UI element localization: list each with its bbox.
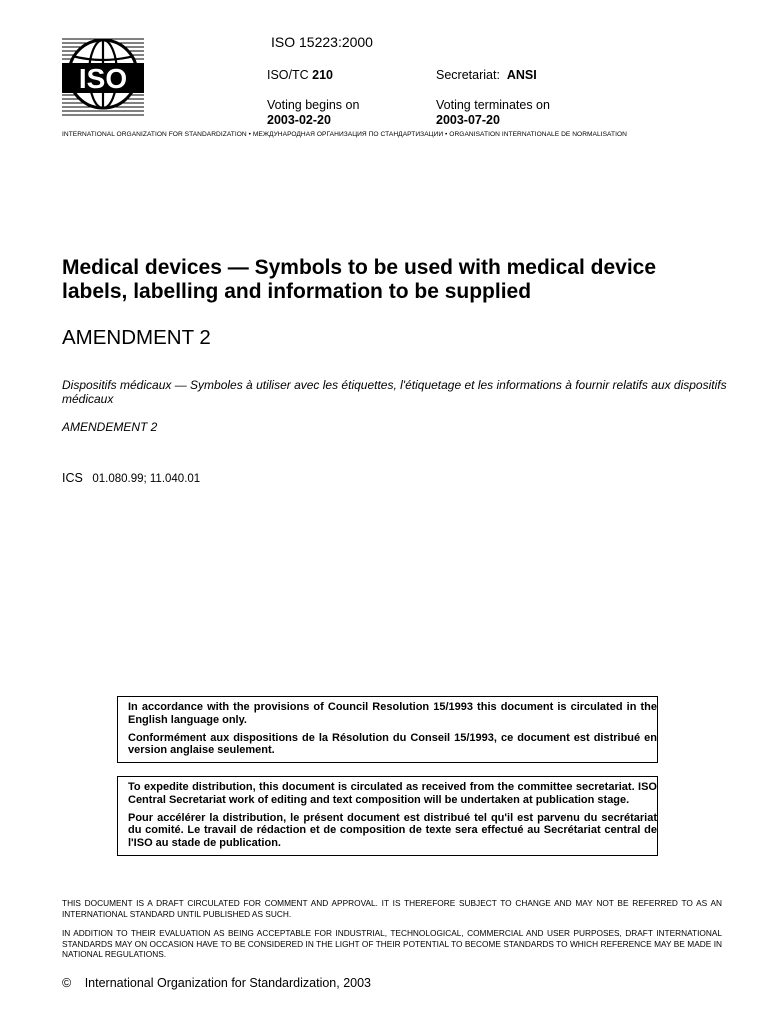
voting-begins-date: 2003-02-20: [267, 113, 331, 127]
distribution-notice-fr: Pour accélérer la distribution, le présent document est distribué tel qu'il est parvenu du secrétariat du comité. Le travail de rédaction et de composition de texte sera effectué au Secrétariat central de l'ISO au stade de publication.: [128, 811, 657, 850]
document-number: ISO 15223:2000: [271, 34, 373, 50]
technical-committee: [267, 68, 333, 82]
iso-globe-logo-icon: [62, 36, 144, 120]
language-notice-en: In accordance with the provisions of Council Resolution 15/1993 this document is circulated in the English language only.: [128, 701, 657, 726]
document-title: [62, 256, 732, 304]
secretariat-value: ANSI: [506, 68, 537, 82]
distribution-notice-en: To expedite distribution, this document is circulated as received from the committee secretariat. ISO Central Secretariat work of editing and text composition will be undertaken at publication stage.: [128, 781, 657, 806]
secretariat: [436, 68, 537, 82]
language-notice-fr: Conformément aux dispositions de la Résolution du Conseil 15/1993, ce document est distribué en version anglaise seulement.: [128, 731, 657, 757]
ics-values: 01.080.99; 11.040.01: [92, 473, 201, 485]
ics-codes: [62, 471, 200, 485]
language-notice-box: [117, 696, 658, 763]
iso-logo-text: ISO: [78, 63, 128, 94]
copyright: [62, 976, 371, 990]
voting-terminates-date: 2003-07-20: [436, 113, 500, 127]
voting-begins-label: Voting begins on: [267, 98, 360, 112]
evaluation-disclaimer: IN ADDITION TO THEIR EVALUATION AS BEING ACCEPTABLE FOR INDUSTRIAL, TECHNOLOGICAL, COMMERCIAL AND USER PURPOSES, DRAFT INTERNATIONAL STANDARDS MAY ON OCCASION HAVE TO BE CONSIDERED IN THE LIGHT OF THEIR POTENTIAL TO BECOME STANDARDS TO WHICH REFERENCE MAY BE MADE IN NATIONAL REGULATIONS.: [62, 928, 722, 959]
tc-value: 210: [312, 68, 334, 82]
title-line-2: labels, labelling and information to be supplied: [62, 280, 532, 303]
title-line-1: Medical devices — Symbols to be used with medical device: [62, 256, 657, 279]
distribution-notice-box: [117, 776, 658, 856]
draft-disclaimer: THIS DOCUMENT IS A DRAFT CIRCULATED FOR COMMENT AND APPROVAL. IT IS THEREFORE SUBJECT TO CHANGE AND MAY NOT BE REFERRED TO AS AN INTERNATIONAL STANDARD UNTIL PUBLISHED AS SUCH.: [62, 898, 722, 919]
amendment-heading: AMENDMENT 2: [62, 326, 211, 349]
tc-label: ISO/TC: [267, 68, 309, 82]
voting-terminates: [436, 98, 550, 128]
organization-line: INTERNATIONAL ORGANIZATION FOR STANDARDIZATION • МЕЖДУНАРОДНАЯ ОРГАНИЗАЦИЯ ПО СТАНДАРТИЗАЦИИ • ORGANISATION INTERNATIONALE DE NORMALISATION: [62, 131, 627, 138]
iso-logo: [62, 36, 144, 120]
voting-begins: [267, 98, 359, 128]
french-title: Dispositifs médicaux — Symboles à utiliser avec les étiquettes, l'étiquetage et les informations à fournir relatifs aux dispositifs médicaux: [62, 378, 727, 406]
secretariat-label: Secretariat:: [436, 68, 500, 82]
copyright-icon: ©: [62, 976, 72, 990]
copyright-text: International Organization for Standardization, 2003: [84, 976, 372, 990]
french-amendment: AMENDEMENT 2: [62, 420, 158, 434]
voting-terminates-label: Voting terminates on: [436, 98, 550, 112]
ics-label: ICS: [62, 471, 83, 485]
